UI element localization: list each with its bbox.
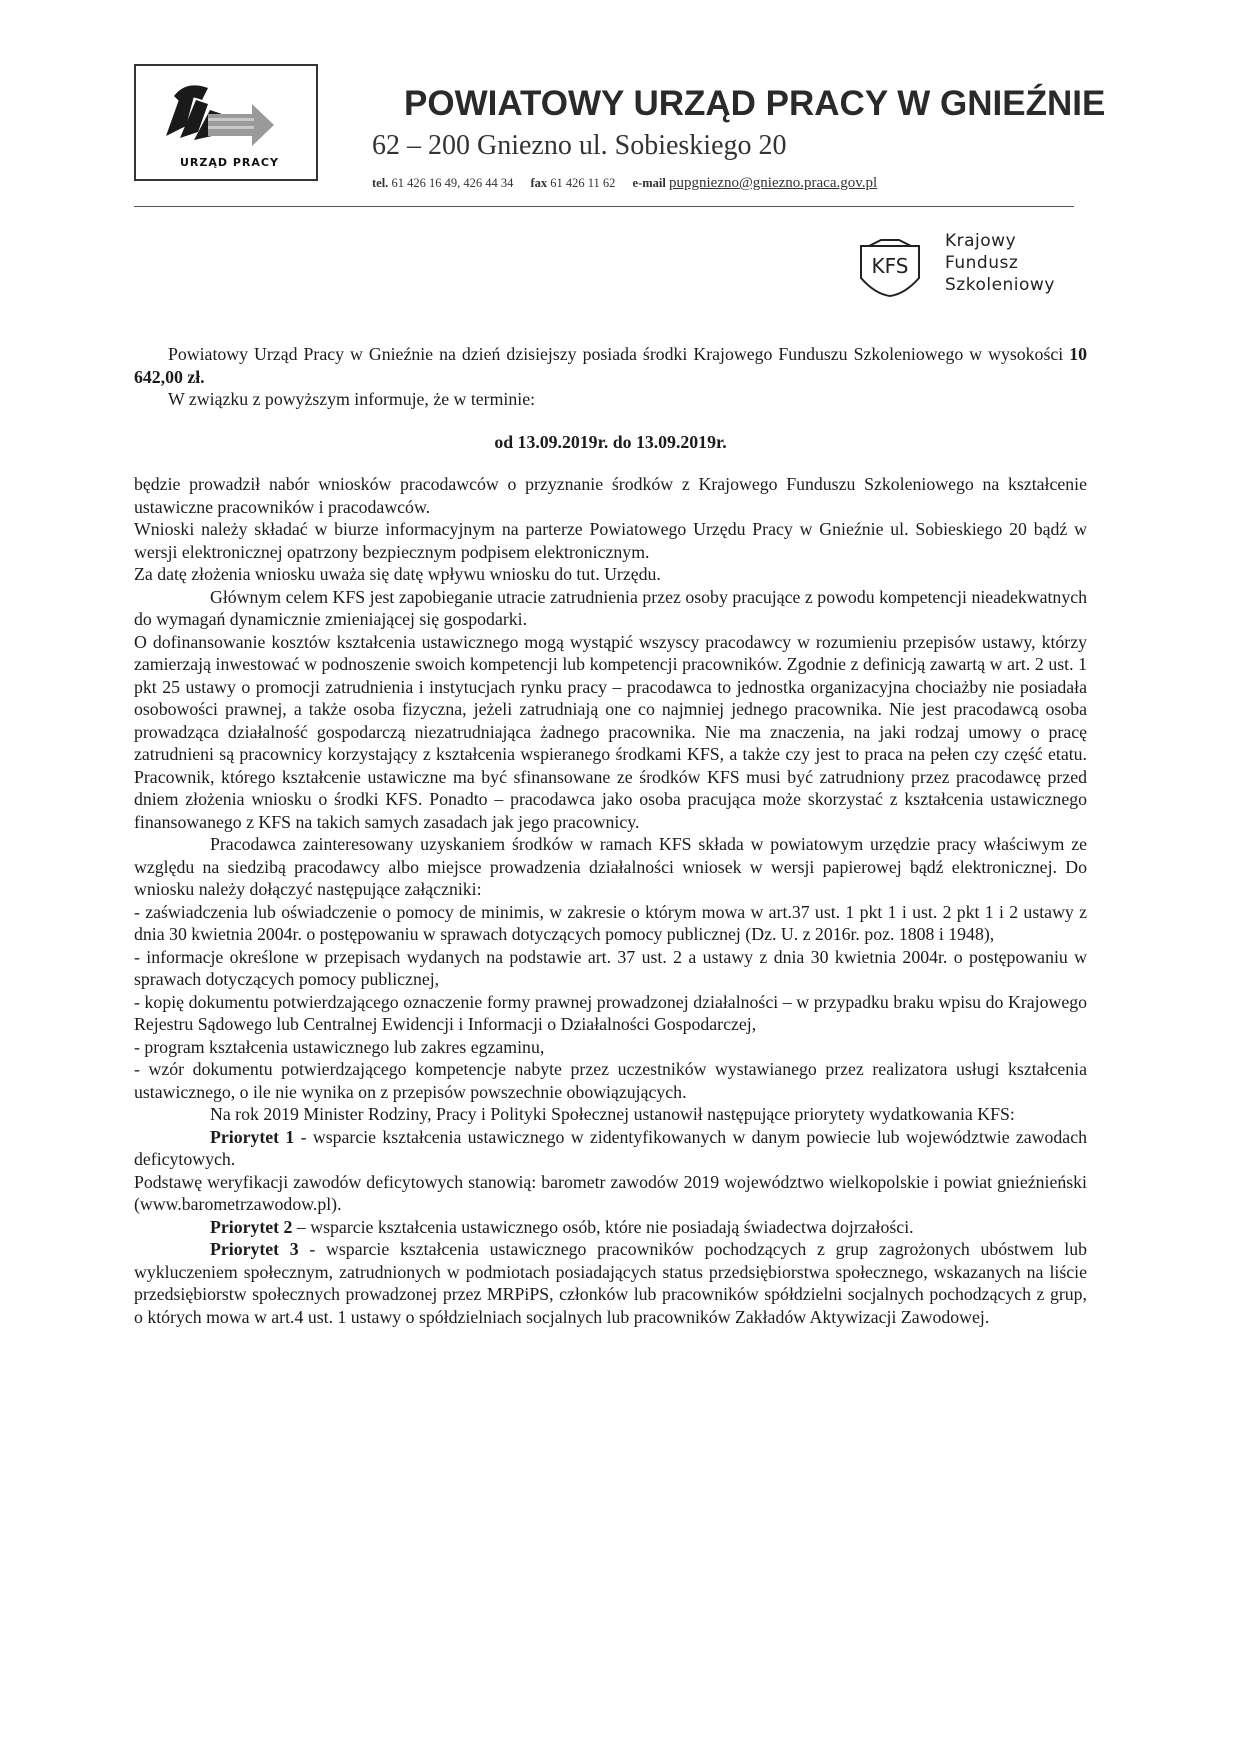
term-intro: W związku z powyższym informuje, że w terminie: xyxy=(168,389,536,409)
priority-2 xyxy=(134,1216,1087,1239)
attachment-item: - program kształcenia ustawicznego lub zakres egzaminu, xyxy=(134,1036,545,1057)
organization-name: POWIATOWY URZĄD PRACY W GNIEŹNIE xyxy=(404,84,1106,123)
tel-value: 61 426 16 49, 426 44 34 xyxy=(391,176,514,190)
funds-paragraph xyxy=(134,343,1087,388)
fax-label: fax xyxy=(530,176,548,190)
kfs-name xyxy=(945,230,1055,296)
contact-line xyxy=(372,175,877,192)
priority-2-label: Priorytet 2 xyxy=(210,1216,293,1237)
submission-paragraph: Wnioski należy składać w biurze informacyjnym na parterze Powiatowego Urzędu Pracy w Gnieźnie ul. Sobieskiego 20 bądź w wersji elektronicznej opatrzony bezpiecznym podpisem elektronicznym. xyxy=(134,519,1087,562)
logo-label: URZĄD PRACY xyxy=(180,156,279,169)
fax-value: 61 426 11 62 xyxy=(550,176,616,190)
organization-address: 62 – 200 Gniezno ul. Sobieskiego 20 xyxy=(372,130,787,161)
email-link[interactable]: pupgniezno@gniezno.praca.gov.pl xyxy=(668,175,878,191)
kfs-goal-paragraph: Głównym celem KFS jest zapobieganie utracie zatrudnienia przez osoby pracujące z powodu kompetencji nieadekwatnych do wymagań dynamicznie zmieniającej się gospodarki. xyxy=(134,586,1087,629)
priority-1-label: Priorytet 1 xyxy=(210,1126,295,1147)
urzad-pracy-logo xyxy=(134,64,318,181)
document-body xyxy=(134,343,1087,1328)
priority-2-text: – wsparcie kształcenia ustawicznego osób, które nie posiadają świadectwa dojrzałości. xyxy=(292,1216,914,1237)
header-divider xyxy=(134,206,1074,207)
kfs-line-1: Krajowy xyxy=(945,231,1017,251)
kfs-line-2: Fundusz xyxy=(945,253,1019,273)
kfs-line-3: Szkoleniowy xyxy=(945,275,1055,295)
priorities-intro: Na rok 2019 Minister Rodziny, Pracy i Polityki Społecznej ustanowił następujące priorytety wydatkowania KFS: xyxy=(210,1104,1015,1124)
funds-amount: 10 642,00 zł. xyxy=(134,344,1087,387)
attachment-item: - informacje określone w przepisach wydanych na podstawie art. 37 ust. 2 a ustawy z dnia 30 kwietnia 2004r. o postępowaniu w sprawach dotyczących pomocy publicznej, xyxy=(134,946,1087,989)
priority-1 xyxy=(134,1126,1087,1171)
kfs-emblem-icon xyxy=(855,238,925,298)
urzad-pracy-emblem-icon xyxy=(136,66,316,156)
term-dates: od 13.09.2019r. do 13.09.2019r. xyxy=(494,431,727,452)
submission-date-paragraph: Za datę złożenia wniosku uważa się datę wpływu wniosku do tut. Urzędu. xyxy=(134,564,661,584)
application-paragraph: Pracodawca zainteresowany uzyskaniem środków w ramach KFS składa w powiatowym urzędzie pracy właściwym ze względu na siedzibą pracodawcy albo miejsce prowadzenia działalności wniosek w wersji papierowej bądź elektronicznej. Do wniosku należy dołączyć następujące załączniki: xyxy=(134,834,1087,899)
priority-3 xyxy=(134,1238,1087,1328)
attachment-item: - kopię dokumentu potwierdzającego oznaczenie formy prawnej prowadzonej działalności – w przypadku braku wpisu do Krajowego Rejestru Sądowego lub Centralnej Ewidencji i Informacji o Działalności Gospodarczej, xyxy=(134,991,1087,1034)
email-label: e-mail xyxy=(632,176,666,190)
priority-3-label: Priorytet 3 xyxy=(210,1239,299,1259)
recruitment-paragraph: będzie prowadził nabór wniosków pracodawców o przyznanie środków z Krajowego Funduszu Szkoleniowego na kształcenie ustawiczne pracowników i pracodawców. xyxy=(134,474,1087,517)
deficit-basis-paragraph: Podstawę weryfikacji zawodów deficytowych stanowią: barometr zawodów 2019 województwo wielkopolskie i powiat gnieźnieński (www.barometrzawodow.pl). xyxy=(134,1171,1087,1214)
attachment-item: - zaświadczenia lub oświadczenie o pomocy de minimis, w zakresie o którym mowa w art.37 ust. 1 pkt 1 i ust. 2 pkt 1 i 2 ustawy z dnia 30 kwietnia 2004r. o postępowaniu w sprawach dotyczących pomocy publicznej (Dz. U. z 2016r. poz. 1808 i 1948), xyxy=(134,901,1087,944)
priority-3-text: - wsparcie kształcenia ustawicznego pracowników pochodzących z grup zagrożonych ubóstwem lub wykluczeniem społecznym, zatrudnionych w podmiotach posiadających status przedsiębiorstwa społecznego, wskazanych na liście przedsiębiorstw społecznych prowadzonej przez MRPiPS, członków lub pracowników spółdzielni socjalnych pochodzących z grup, o których mowa w art.4 ust. 1 ustawy o spółdzielniach socjalnych lub pracowników Zakładów Aktywizacji Zawodowej. xyxy=(134,1239,1087,1327)
kfs-emblem-text: KFS xyxy=(871,254,909,278)
priority-1-text: - wsparcie kształcenia ustawicznego w zidentyfikowanych w danym powiecie lub województwie zawodach deficytowych. xyxy=(134,1126,1087,1169)
funds-text: Powiatowy Urząd Pracy w Gnieźnie na dzień dzisiejszy posiada środki Krajowego Funduszu Szkoleniowego w wysokości xyxy=(168,344,1070,364)
eligibility-paragraph: O dofinansowanie kosztów kształcenia ustawicznego mogą wystąpić wszyscy pracodawcy w rozumieniu przepisów ustawy, którzy zamierzają inwestować w podnoszenie swoich kompetencji lub kompetencji pracowników. Zgodnie z definicją zawartą w art. 2 ust. 1 pkt 25 ustawy o promocji zatrudnienia i instytucjach rynku pracy – pracodawca to jednostka organizacyjna chociażby nie posiadała osobowości prawnej, a także osoba fizyczna, jeżeli zatrudniają one co najmniej jednego pracownika. Nie jest pracodawcą osoba prowadząca działalność gospodarczą niezatrudniająca żadnego pracownika. Nie ma znaczenia, na jaki rodzaj umowy o pracę zatrudnieni są pracownicy korzystający z kształcenia wspieranego środkami KFS, a także czy jest to praca na pełen czy część etatu. Pracownik, którego kształcenie ustawiczne ma być sfinansowane ze środków KFS musi być zatrudniony przez pracodawcę przed dniem złożenia wniosku o środki KFS. Ponadto – pracodawca jako osoba pracująca może skorzystać z kształcenia ustawicznego finansowanego z KFS na takich samych zasadach jak jego pracownicy. xyxy=(134,631,1087,832)
tel-label: tel. xyxy=(372,176,389,190)
attachment-item: - wzór dokumentu potwierdzającego kompetencje nabyte przez uczestników wystawianego przez realizatora usługi kształcenia ustawicznego, o ile nie wynika on z przepisów powszechnie obowiązujących. xyxy=(134,1059,1087,1102)
